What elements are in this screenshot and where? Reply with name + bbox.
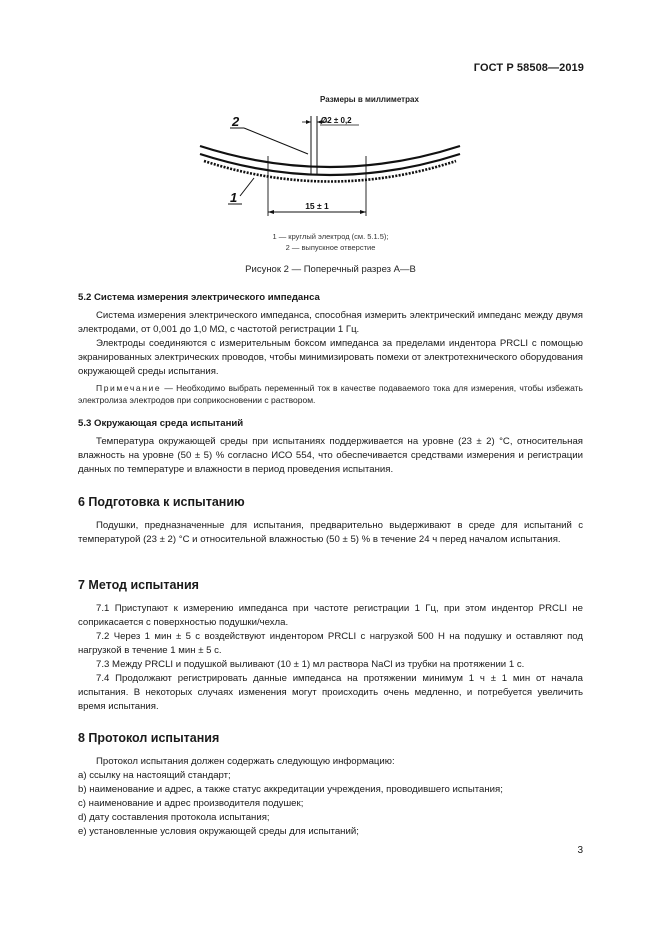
section-5-2-paragraph-1: Система измерения электрического импеданса, способная измерить электрический импеданс между двумя электродами, от 0,001 до 1,0 MΩ, с частотой регистрации 1 Гц.	[78, 310, 583, 335]
note-label: Примечание	[96, 383, 162, 393]
figure-caption: Рисунок 2 — Поперечный разрез А—В	[245, 264, 416, 275]
dim-outlet-diameter: Ø2 ± 0,2	[321, 116, 352, 125]
list-item: e) установленные условия окружающей среды для испытаний;	[78, 825, 359, 837]
figure-label-1: 1	[230, 190, 238, 205]
list-item: d) дату составления протокола испытания;	[78, 811, 270, 823]
list-item: c) наименование и адрес производителя подушек;	[78, 797, 304, 809]
section-5-2-note	[78, 382, 583, 407]
section-7-item-3: 7.3 Между PRCLI и подушкой выливают (10 ± 1) мл раствора NaCl из трубки на протяжении 1 с.	[96, 659, 525, 670]
section-5-2-paragraph-2: Электроды соединяются с измерительным боксом импеданса за пределами индентора PRCLI с помощью экранированных электрических проводов, чтобы минимизировать помехи от электротехнического оборудования окружающей среды испытания.	[78, 338, 583, 377]
dim-large-arrowhead-left	[268, 210, 274, 214]
section-7-item-2: 7.2 Через 1 мин ± 5 с воздействуют индентором PRCLI с нагрузкой 500 Н на подушку и оставляют под нагрузкой в течение 1 мин ± 5 с.	[78, 631, 583, 656]
section-8-intro: Протокол испытания должен содержать следующую информацию:	[96, 756, 395, 767]
section-5-3-heading: 5.3 Окружающая среда испытаний	[78, 418, 244, 429]
figure-legend-2: 2 — выпускное отверстие	[285, 243, 376, 252]
section-7-item-1: 7.1 Приступают к измерению импеданса при частоте регистрации 1 Гц, при этом индентор PRCLI не соприкасается с поверхностью подушки/чехла.	[78, 603, 583, 628]
cross-section-figure	[180, 88, 480, 223]
section-6-paragraph: Подушки, предназначенные для испытания, предварительно выдерживают в среде для испытаний с температурой (23 ± 2) °С и относительной влажностью (50 ± 5) % в течение 24 ч перед началом испытания.	[78, 520, 583, 545]
section-5-3-paragraph: Температура окружающей среды при испытаниях поддерживается на уровне (23 ± 2) °С, относительная влажность на уровне (50 ± 5) % согласно ИСО 554, что обеспечивается средствами измерения и регистрации данных по температуре и влажности в период проведения испытания.	[78, 436, 583, 475]
figure-label-2: 2	[232, 114, 240, 129]
report-contents-list	[78, 769, 583, 839]
electrode-layer-curve	[204, 161, 456, 182]
page-number: 3	[577, 845, 583, 856]
list-item: b) наименование и адрес, а также статус аккредитации учреждения, проводившего испытания;	[78, 783, 503, 795]
dim-large-arrowhead-right	[360, 210, 366, 214]
label-2-leader	[244, 128, 308, 154]
section-6-heading: 6 Подготовка к испытанию	[78, 495, 245, 509]
dim-arrowhead-left	[306, 120, 311, 124]
list-item: a) ссылку на настоящий стандарт;	[78, 770, 231, 781]
note-text: — Необходимо выбрать переменный ток в качестве подаваемого тока для измерения, чтобы избежать электролиза электродов при соприкосновении с раствором.	[78, 383, 583, 406]
document-code: ГОСТ Р 58508—2019	[473, 62, 584, 74]
dimensions-note: Размеры в миллиметрах	[320, 95, 419, 104]
section-7-heading: 7 Метод испытания	[78, 578, 199, 592]
section-5-2-heading: 5.2 Система измерения электрического импеданса	[78, 292, 320, 303]
dim-electrode-width: 15 ± 1	[305, 201, 329, 211]
section-7-item-4: 7.4 Продолжают регистрировать данные импеданса на протяжении минимум 1 ч ± 1 мин от начала испытания. В некоторых случаях изменения могут происходить очень медленно, и потребуется увеличить время испытания.	[78, 673, 583, 712]
section-8-heading: 8 Протокол испытания	[78, 731, 220, 745]
figure-legend-1: 1 — круглый электрод (см. 5.1.5);	[272, 232, 389, 241]
label-1-leader	[240, 178, 254, 196]
